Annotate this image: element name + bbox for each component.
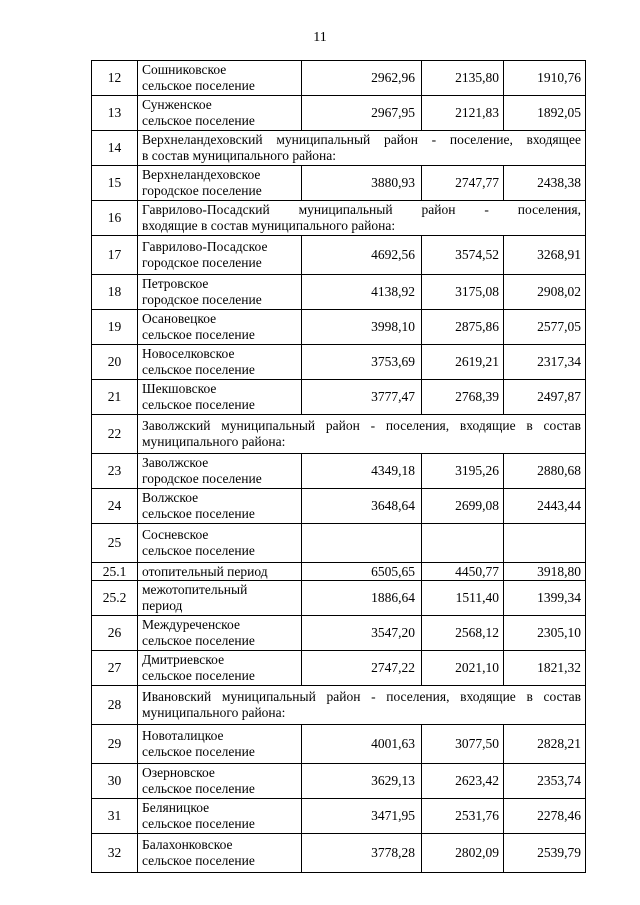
- value-col-2: 2875,86: [422, 310, 504, 345]
- value-col-3: 2305,10: [504, 616, 586, 651]
- table-row: [92, 345, 586, 380]
- table-row: [92, 764, 586, 799]
- table-row: [92, 563, 586, 581]
- value-col-3: 2317,34: [504, 345, 586, 380]
- settlement-name: Осановецкое сельское поселение: [138, 310, 302, 345]
- value-col-1: 3753,69: [302, 345, 422, 380]
- settlement-name: Гаврилово-Посадское городское поселение: [138, 236, 302, 275]
- table-row: [92, 651, 586, 686]
- value-col-1: 3471,95: [302, 799, 422, 834]
- table-row-district: [92, 686, 586, 725]
- table-row: [92, 581, 586, 616]
- settlement-name: Балахонковское сельское поселение: [138, 834, 302, 873]
- row-number: 25.2: [92, 581, 138, 616]
- value-col-2: 3077,50: [422, 725, 504, 764]
- value-col-2: 2121,83: [422, 96, 504, 131]
- table-row-district: [92, 201, 586, 236]
- value-col-2: [422, 524, 504, 563]
- value-col-1: 4138,92: [302, 275, 422, 310]
- value-col-2: 2619,21: [422, 345, 504, 380]
- value-col-1: 4349,18: [302, 454, 422, 489]
- settlement-name: Беляницкое сельское поселение: [138, 799, 302, 834]
- value-col-1: [302, 524, 422, 563]
- value-col-3: 2443,44: [504, 489, 586, 524]
- row-number: 26: [92, 616, 138, 651]
- value-col-1: 2962,96: [302, 61, 422, 96]
- row-number: 16: [92, 201, 138, 236]
- value-col-3: 2908,02: [504, 275, 586, 310]
- settlement-name: Верхнеландеховское городское поселение: [138, 166, 302, 201]
- row-number: 31: [92, 799, 138, 834]
- value-col-3: 1910,76: [504, 61, 586, 96]
- table-row: [92, 61, 586, 96]
- value-col-1: 1886,64: [302, 581, 422, 616]
- value-col-2: 2747,77: [422, 166, 504, 201]
- settlement-name: Шекшовское сельское поселение: [138, 380, 302, 415]
- row-number: 15: [92, 166, 138, 201]
- row-number: 25: [92, 524, 138, 563]
- row-number: 23: [92, 454, 138, 489]
- settlement-name: Озерновское сельское поселение: [138, 764, 302, 799]
- value-col-3: 1399,34: [504, 581, 586, 616]
- value-col-2: 2623,42: [422, 764, 504, 799]
- value-col-2: 2135,80: [422, 61, 504, 96]
- table-row: [92, 310, 586, 345]
- value-col-2: 2768,39: [422, 380, 504, 415]
- value-col-1: 3547,20: [302, 616, 422, 651]
- value-col-2: 2021,10: [422, 651, 504, 686]
- settlement-name: Новоталицкое сельское поселение: [138, 725, 302, 764]
- row-number: 30: [92, 764, 138, 799]
- table-row: [92, 799, 586, 834]
- value-col-2: 1511,40: [422, 581, 504, 616]
- table-row: [92, 725, 586, 764]
- value-col-1: 3778,28: [302, 834, 422, 873]
- table-row: [92, 236, 586, 275]
- table-row: [92, 96, 586, 131]
- table-row: [92, 834, 586, 873]
- value-col-2: 2699,08: [422, 489, 504, 524]
- value-col-3: 2278,46: [504, 799, 586, 834]
- row-number: 24: [92, 489, 138, 524]
- settlement-name: межотопительный период: [138, 581, 302, 616]
- row-number: 20: [92, 345, 138, 380]
- value-col-2: 4450,77: [422, 563, 504, 581]
- settlement-name: Дмитриевское сельское поселение: [138, 651, 302, 686]
- page-number: 11: [313, 30, 327, 45]
- table-row: [92, 524, 586, 563]
- value-col-3: 3918,80: [504, 563, 586, 581]
- value-col-2: 3574,52: [422, 236, 504, 275]
- row-number: 32: [92, 834, 138, 873]
- value-col-3: 2577,05: [504, 310, 586, 345]
- value-col-3: 3268,91: [504, 236, 586, 275]
- table-row: [92, 166, 586, 201]
- district-heading: Верхнеландеховский муниципальный район - поселение, входящее в состав муниципального района:: [138, 131, 586, 166]
- value-col-1: 3880,93: [302, 166, 422, 201]
- row-number: 27: [92, 651, 138, 686]
- row-number: 19: [92, 310, 138, 345]
- settlement-name: Новоселковское сельское поселение: [138, 345, 302, 380]
- settlement-name: Петровское городское поселение: [138, 275, 302, 310]
- value-col-1: 2747,22: [302, 651, 422, 686]
- settlement-name: Заволжское городское поселение: [138, 454, 302, 489]
- value-col-3: 2828,21: [504, 725, 586, 764]
- table-row-district: [92, 131, 586, 166]
- settlement-name: Междуреченское сельское поселение: [138, 616, 302, 651]
- value-col-3: [504, 524, 586, 563]
- row-number: 29: [92, 725, 138, 764]
- row-number: 22: [92, 415, 138, 454]
- row-number: 28: [92, 686, 138, 725]
- table-row: [92, 275, 586, 310]
- value-col-3: 1821,32: [504, 651, 586, 686]
- table-row: [92, 454, 586, 489]
- row-number: 12: [92, 61, 138, 96]
- value-col-1: 3777,47: [302, 380, 422, 415]
- value-col-1: 4692,56: [302, 236, 422, 275]
- value-col-3: 1892,05: [504, 96, 586, 131]
- value-col-2: 2568,12: [422, 616, 504, 651]
- district-heading: Гаврилово-Посадский муниципальный район - поселения, входящие в состав муниципального района:: [138, 201, 586, 236]
- value-col-1: 3629,13: [302, 764, 422, 799]
- value-col-1: 4001,63: [302, 725, 422, 764]
- settlement-name: Волжское сельское поселение: [138, 489, 302, 524]
- settlement-name: Сунженское сельское поселение: [138, 96, 302, 131]
- row-number: 18: [92, 275, 138, 310]
- value-col-1: 3998,10: [302, 310, 422, 345]
- row-number: 21: [92, 380, 138, 415]
- value-col-3: 2497,87: [504, 380, 586, 415]
- settlements-table: [91, 60, 586, 873]
- value-col-1: 2967,95: [302, 96, 422, 131]
- value-col-3: 2539,79: [504, 834, 586, 873]
- value-col-1: 6505,65: [302, 563, 422, 581]
- row-number: 17: [92, 236, 138, 275]
- settlement-name: Сошниковское сельское поселение: [138, 61, 302, 96]
- value-col-3: 2880,68: [504, 454, 586, 489]
- value-col-3: 2438,38: [504, 166, 586, 201]
- table-body: [92, 61, 586, 873]
- table-row-district: [92, 415, 586, 454]
- value-col-2: 2802,09: [422, 834, 504, 873]
- value-col-3: 2353,74: [504, 764, 586, 799]
- table-row: [92, 489, 586, 524]
- settlement-name: отопительный период: [138, 563, 302, 581]
- value-col-2: 3175,08: [422, 275, 504, 310]
- value-col-2: 3195,26: [422, 454, 504, 489]
- row-number: 25.1: [92, 563, 138, 581]
- row-number: 13: [92, 96, 138, 131]
- row-number: 14: [92, 131, 138, 166]
- district-heading: Заволжский муниципальный район - поселения, входящие в состав муниципального района:: [138, 415, 586, 454]
- settlement-name: Сосневское сельское поселение: [138, 524, 302, 563]
- value-col-1: 3648,64: [302, 489, 422, 524]
- table-row: [92, 380, 586, 415]
- table-row: [92, 616, 586, 651]
- district-heading: Ивановский муниципальный район - поселения, входящие в состав муниципального района:: [138, 686, 586, 725]
- value-col-2: 2531,76: [422, 799, 504, 834]
